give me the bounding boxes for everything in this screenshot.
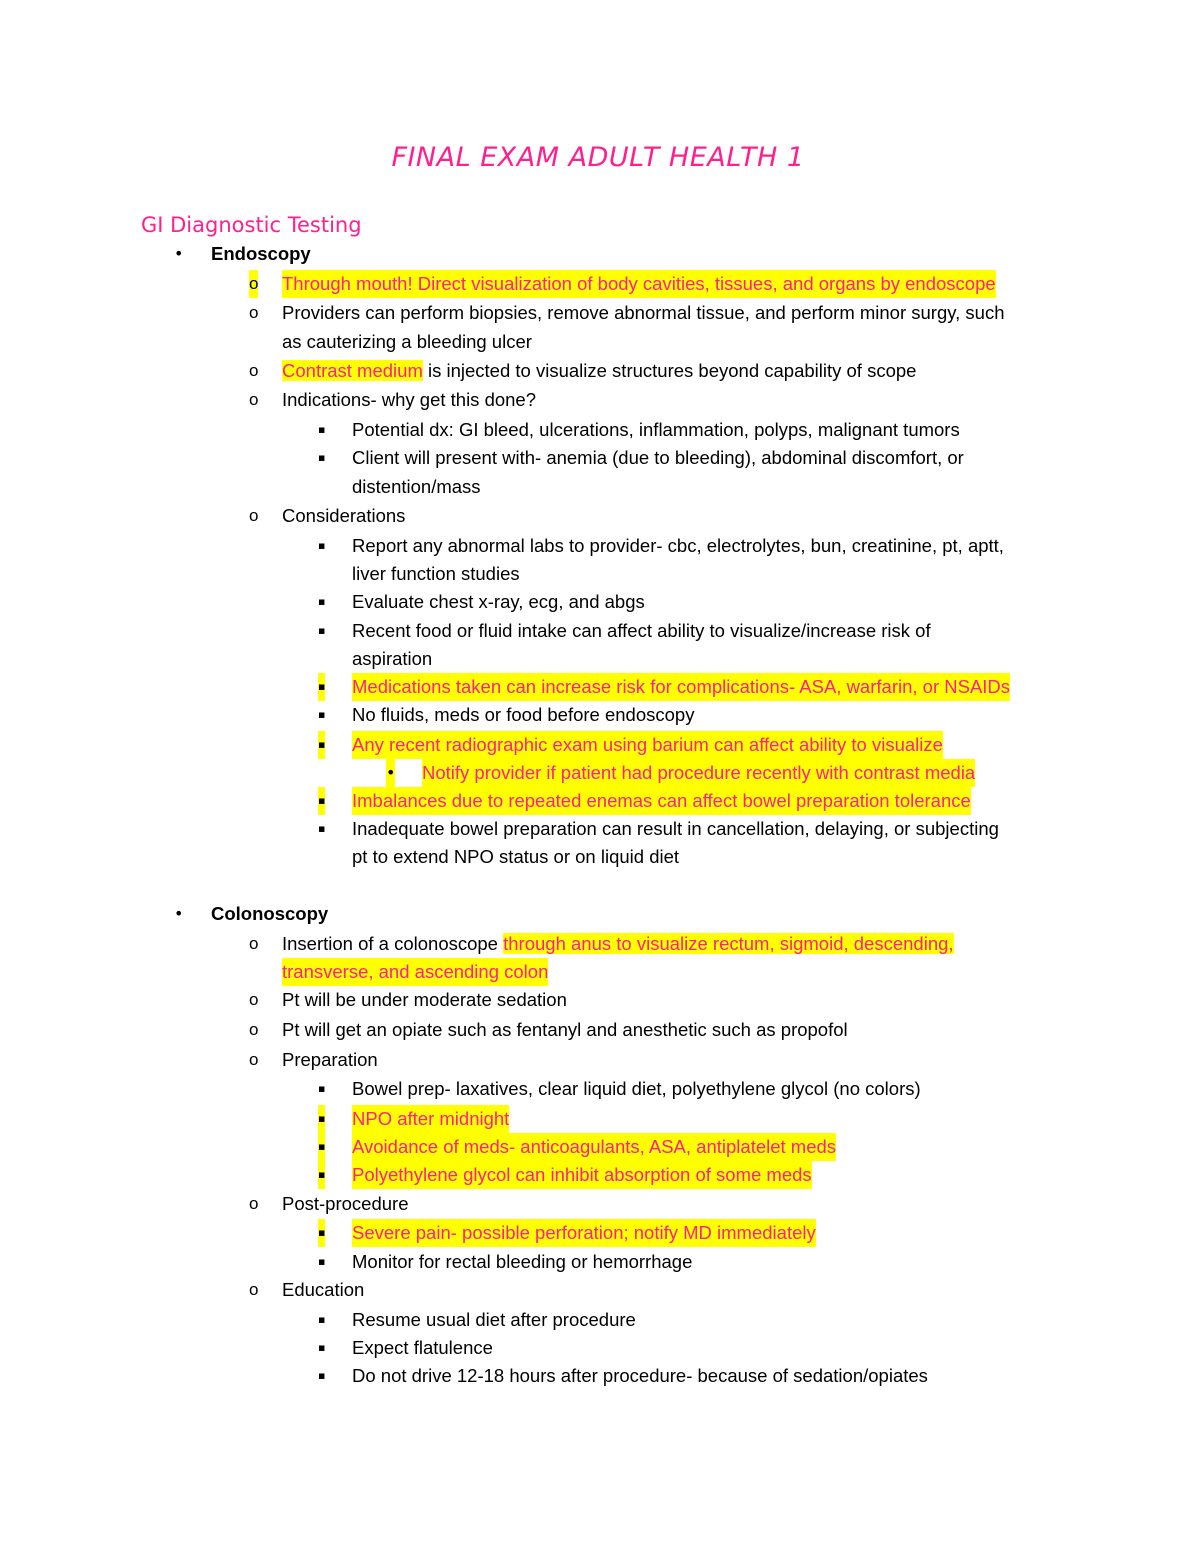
consideration-barium: Any recent radiographic exam using barium can affect ability to visualize [352, 731, 943, 759]
level3-bullet: ▪ [318, 1341, 326, 1354]
level3-bullet: ▪ [318, 539, 326, 552]
colonoscopy-item-opiate: Pt will get an opiate such as fentanyl and anesthetic such as propofol [282, 1019, 848, 1040]
level3-bullet: ▪ [318, 1133, 325, 1161]
education-no-driving: Do not drive 12-18 hours after procedure- because of sedation/opiates [352, 1365, 928, 1386]
colonoscopy-item-insertion [282, 930, 954, 958]
level3-bullet: ▪ [318, 731, 325, 759]
education-flatulence: Expect flatulence [352, 1337, 493, 1358]
level1-bullet: • [174, 244, 184, 263]
preparation-peg-absorption: Polyethylene glycol can inhibit absorption of some meds [352, 1161, 812, 1189]
level2-bullet: o [249, 1194, 259, 1213]
endoscopy-item-contrast [282, 357, 916, 385]
document-title: FINAL EXAM ADULT HEALTH 1 [391, 142, 805, 173]
level2-bullet: o [249, 1280, 259, 1299]
level3-bullet: ▪ [318, 708, 326, 721]
insertion-highlight: through anus to visualize rectum, sigmoid, descending, [503, 933, 954, 954]
consideration-medications: Medications taken can increase risk for complications- ASA, warfarin, or NSAIDs [352, 673, 1010, 701]
level2-bullet: o [249, 270, 258, 298]
level3-bullet: ▪ [318, 1105, 325, 1133]
level2-bullet: o [249, 990, 259, 1009]
level2-bullet: o [249, 934, 259, 953]
consideration-bowel-prep-cont: pt to extend NPO status or on liquid diet [352, 846, 680, 867]
level4-bullet: • [386, 759, 395, 787]
level2-bullet: o [249, 390, 259, 409]
level3-bullet: ▪ [318, 1369, 326, 1382]
endoscopy-item-providers-cont: as cauterizing a bleeding ulcer [282, 331, 532, 352]
consideration-enemas: Imbalances due to repeated enemas can affect bowel preparation tolerance [352, 787, 971, 815]
level3-bullet: ▪ [318, 673, 325, 701]
level3-bullet: ▪ [318, 1219, 325, 1247]
contrast-medium-highlight: Contrast medium [282, 360, 423, 381]
level3-bullet: ▪ [318, 822, 326, 835]
post-procedure-rectal-bleeding: Monitor for rectal bleeding or hemorrhage [352, 1251, 693, 1272]
level2-bullet: o [249, 1050, 259, 1069]
level3-bullet: ▪ [318, 1161, 325, 1189]
indication-client-presentation: Client will present with- anemia (due to bleeding), abdominal discomfort, or [352, 447, 964, 468]
colonoscopy-item-post-procedure: Post-procedure [282, 1193, 409, 1214]
consideration-food-intake: Recent food or fluid intake can affect ability to visualize/increase risk of [352, 620, 931, 641]
consideration-chest-xray: Evaluate chest x-ray, ecg, and abgs [352, 591, 645, 612]
colonoscopy-heading: Colonoscopy [211, 903, 329, 924]
level3-bullet: ▪ [318, 1313, 326, 1326]
section-heading: GI Diagnostic Testing [141, 213, 362, 237]
colonoscopy-item-education: Education [282, 1279, 365, 1300]
consideration-bowel-prep: Inadequate bowel preparation can result in cancellation, delaying, or subjecting [352, 818, 999, 839]
level3-bullet: ▪ [318, 1255, 326, 1268]
level2-bullet: o [249, 303, 259, 322]
level3-bullet: ▪ [318, 451, 326, 464]
preparation-avoid-meds: Avoidance of meds- anticoagulants, ASA, antiplatelet meds [352, 1133, 836, 1161]
endoscopy-item-definition: Through mouth! Direct visualization of body cavities, tissues, and organs by endoscope [282, 270, 996, 298]
level2-bullet: o [249, 506, 259, 525]
indication-potential-dx: Potential dx: GI bleed, ulcerations, inflammation, polyps, malignant tumors [352, 419, 960, 440]
level3-bullet: ▪ [318, 595, 326, 608]
endoscopy-item-providers: Providers can perform biopsies, remove abnormal tissue, and perform minor surgy, such [282, 302, 1005, 323]
level2-bullet: o [249, 361, 259, 380]
preparation-npo: NPO after midnight [352, 1105, 509, 1133]
consideration-labs-cont: liver function studies [352, 563, 520, 584]
consideration-labs: Report any abnormal labs to provider- cbc, electrolytes, bun, creatinine, pt, aptt, [352, 535, 1004, 556]
level3-bullet: ▪ [318, 1082, 326, 1095]
level2-bullet: o [249, 1020, 259, 1039]
level3-bullet: ▪ [318, 423, 326, 436]
education-resume-diet: Resume usual diet after procedure [352, 1309, 636, 1330]
level3-bullet: ▪ [318, 624, 326, 637]
insertion-highlight-cont: transverse, and ascending colon [282, 958, 548, 986]
level3-bullet: ▪ [318, 787, 325, 815]
indication-client-presentation-cont: distention/mass [352, 476, 481, 497]
endoscopy-heading: Endoscopy [211, 243, 311, 264]
consideration-barium-notify: Notify provider if patient had procedure recently with contrast media [422, 759, 975, 787]
level1-bullet: • [174, 904, 184, 923]
endoscopy-item-indications: Indications- why get this done? [282, 389, 537, 410]
preparation-bowel-prep: Bowel prep- laxatives, clear liquid diet, polyethylene glycol (no colors) [352, 1078, 921, 1099]
contrast-medium-text: is injected to visualize structures beyond capability of scope [422, 360, 917, 381]
endoscopy-item-considerations: Considerations [282, 505, 406, 526]
insertion-text: Insertion of a colonoscope [282, 933, 504, 954]
post-procedure-severe-pain: Severe pain- possible perforation; notify MD immediately [352, 1219, 816, 1247]
colonoscopy-item-sedation: Pt will be under moderate sedation [282, 989, 567, 1010]
colonoscopy-item-preparation: Preparation [282, 1049, 378, 1070]
consideration-food-intake-cont: aspiration [352, 648, 433, 669]
consideration-no-fluids: No fluids, meds or food before endoscopy [352, 704, 695, 725]
